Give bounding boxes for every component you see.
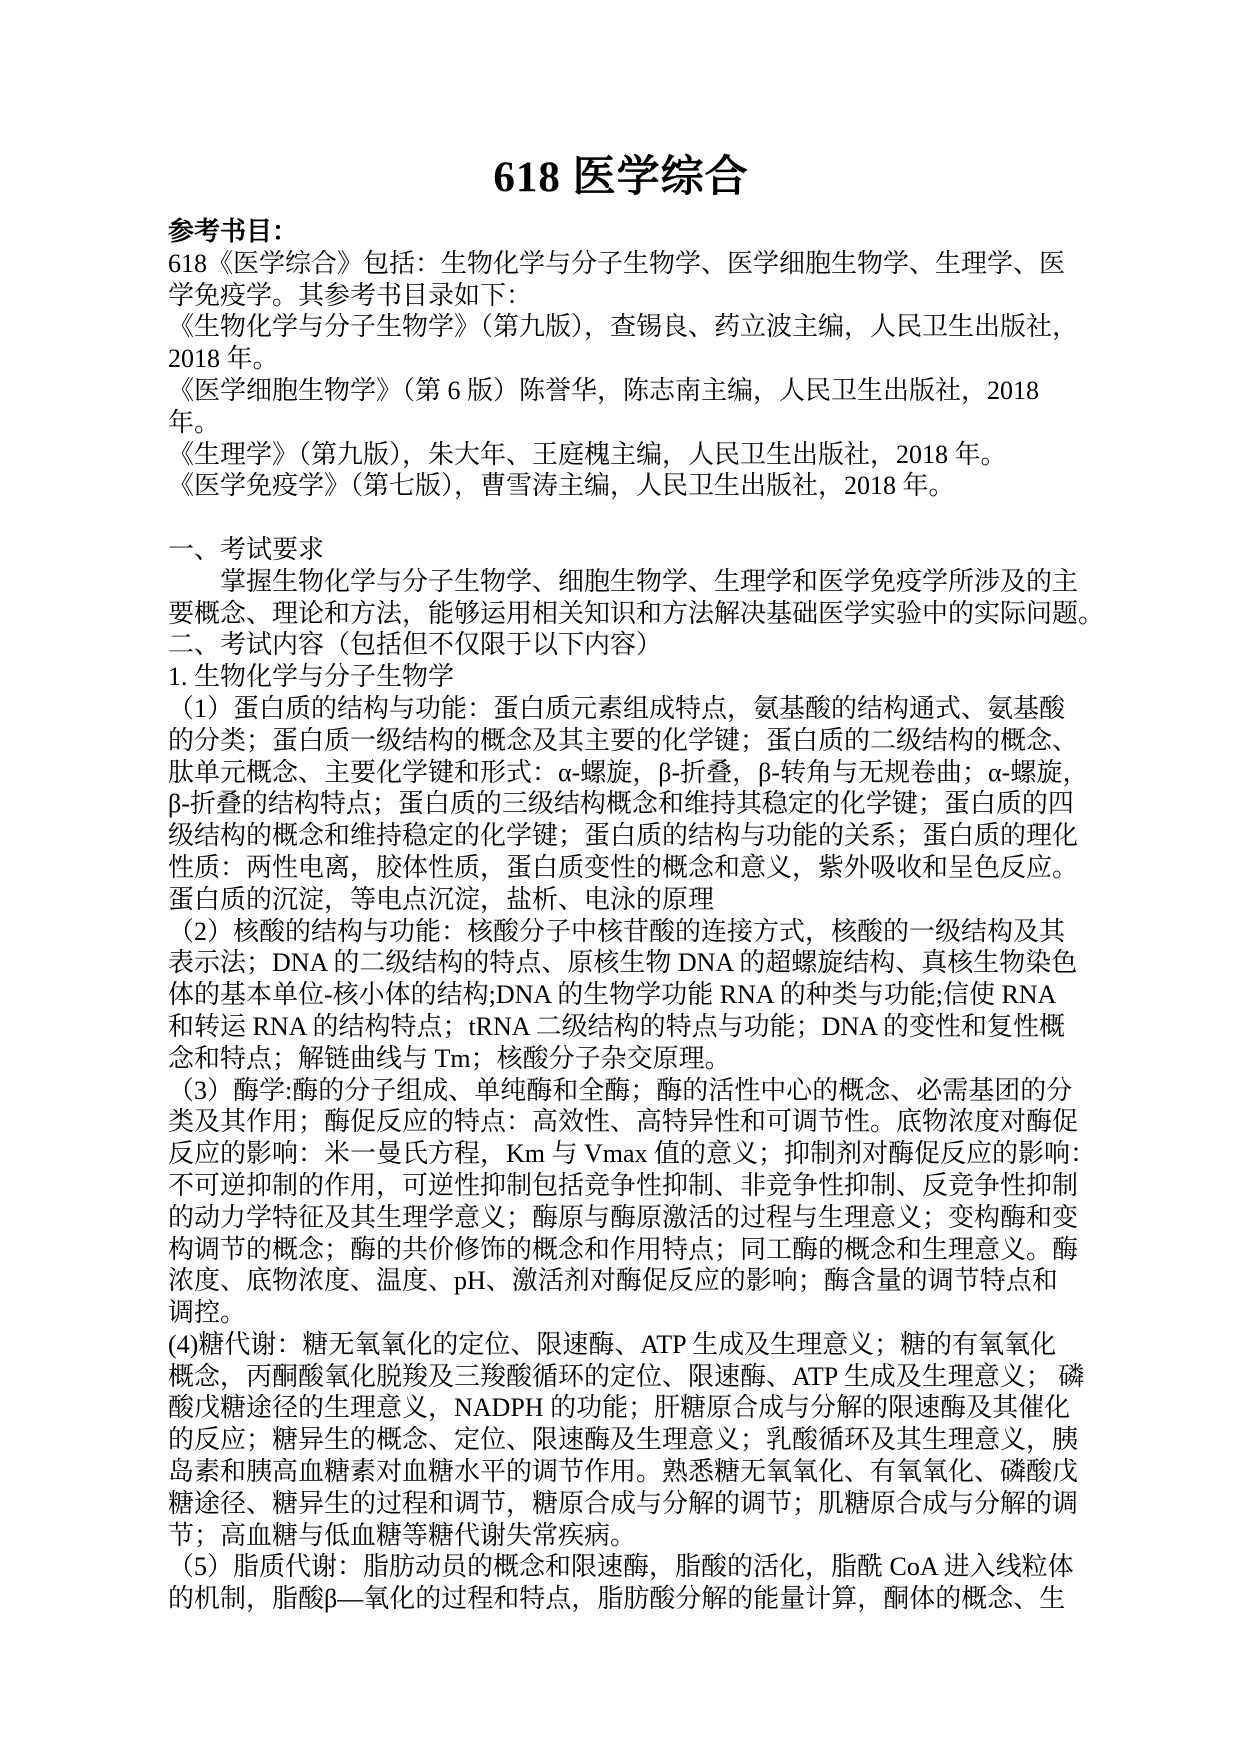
text-line: 的动力学特征及其生理学意义；酶原与酶原激活的过程与生理意义；变构酶和变 — [168, 1202, 1079, 1232]
text-line: 2018 年。 — [168, 344, 279, 374]
text-line: 肽单元概念、主要化学键和形式：α-螺旋，β-折叠，β-转角与无规卷曲；α-螺旋， — [168, 757, 1089, 787]
text-line: β-折叠的结构特点；蛋白质的三级结构概念和维持其稳定的化学键；蛋白质的四 — [168, 789, 1074, 819]
text-line: 体的基本单位-核小体的结构;DNA 的生物学功能 RNA 的种类与功能;信使 RNA — [168, 980, 1057, 1010]
text-line: 《医学免疫学》（第七版），曹雪涛主编，人民卫生出版社，2018 年。 — [168, 471, 955, 501]
text-line: 调控。 — [168, 1298, 247, 1328]
text-line: 类及其作用；酶促反应的特点：高效性、高特异性和可调节性。底物浓度对酶促 — [168, 1107, 1079, 1137]
exam-content-heading: 二、考试内容（包括但不仅限于以下内容） — [168, 630, 663, 660]
text-line: （5）脂质代谢：脂肪动员的概念和限速酶，脂酸的活化，脂酰 CoA 进入线粒体 — [168, 1552, 1074, 1582]
text-line: 念和特点；解链曲线与 Tm；核酸分子杂交原理。 — [168, 1043, 731, 1073]
text-line: 618《医学综合》包括：生物化学与分子生物学、医学细胞生物学、生理学、医 — [168, 248, 1066, 278]
subject-1-heading: 1. 生物化学与分子生物学 — [168, 662, 455, 692]
document-body — [168, 216, 1105, 1615]
page-title: 618 医学综合 — [493, 154, 749, 201]
text-line: 的反应；糖异生的概念、定位、限速酶及生理意义；乳酸循环及其生理意义，胰 — [168, 1425, 1079, 1455]
text-line: (4)糖代谢：糖无氧氧化的定位、限速酶、ATP 生成及生理意义；糖的有氧氧化 — [168, 1329, 1057, 1359]
text-line: 反应的影响：米一曼氏方程，Km 与 Vmax 值的意义；抑制剂对酶促反应的影响： — [168, 1139, 1097, 1169]
text-line: 表示法；DNA 的二级结构的特点、原核生物 DNA 的超螺旋结构、真核生物染色 — [168, 948, 1078, 978]
text-line: 级结构的概念和维持稳定的化学键；蛋白质的结构与功能的关系；蛋白质的理化 — [168, 821, 1079, 851]
text-line: （2）核酸的结构与功能：核酸分子中核苷酸的连接方式，核酸的一级结构及其 — [168, 916, 1066, 946]
exam-requirements-heading: 一、考试要求 — [168, 534, 325, 564]
text-line: （3）酶学:酶的分子组成、单纯酶和全酶；酶的活性中心的概念、必需基团的分 — [168, 1075, 1073, 1105]
text-line: 概念，丙酮酸氧化脱羧及三羧酸循环的定位、限速酶、ATP 生成及生理意义； 磷 — [168, 1361, 1085, 1391]
text-line: 酸戊糖途径的生理意义，NADPH 的功能；肝糖原合成与分解的限速酶及其催化 — [168, 1393, 1071, 1423]
text-line: 《生理学》（第九版），朱大年、王庭槐主编，人民卫生出版社，2018 年。 — [168, 439, 1007, 469]
text-line: 学免疫学。其参考书目录如下： — [168, 280, 533, 310]
text-line: 糖途径、糖异生的过程和调节，糖原合成与分解的调节；肌糖原合成与分解的调 — [168, 1488, 1079, 1518]
blank-line — [168, 502, 1074, 534]
text-line: 节；高血糖与低血糖等糖代谢失常疾病。 — [168, 1520, 637, 1550]
references-heading: 参考书目： — [168, 217, 299, 246]
text-line: （1）蛋白质的结构与功能：蛋白质元素组成特点，氨基酸的结构通式、氨基酸 — [168, 693, 1066, 723]
text-line: 年。 — [168, 407, 221, 437]
text-line: 掌握生物化学与分子生物学、细胞生物学、生理学和医学免疫学所涉及的主 — [168, 566, 1079, 596]
text-line: 蛋白质的沉淀，等电点沉淀，盐析、电泳的原理 — [168, 884, 715, 914]
text-line: 的机制，脂酸β—氧化的过程和特点，脂肪酸分解的能量计算，酮体的概念、生 — [168, 1584, 1066, 1614]
text-line: 不可逆抑制的作用，可逆性抑制包括竞争性抑制、非竞争性抑制、反竞争性抑制 — [168, 1170, 1079, 1200]
text-line: 构调节的概念；酶的共价修饰的概念和作用特点；同工酶的概念和生理意义。酶 — [168, 1234, 1079, 1264]
text-line: 岛素和胰高血糖素对血糖水平的调节作用。熟悉糖无氧氧化、有氧氧化、磷酸戊 — [168, 1457, 1079, 1487]
document-page — [168, 150, 1105, 1615]
text-line: 浓度、底物浓度、温度、pH、激活剂对酶促反应的影响；酶含量的调节特点和 — [168, 1266, 1058, 1296]
text-line: 要概念、理论和方法，能够运用相关知识和方法解决基础医学实验中的实际问题。 — [168, 598, 1105, 628]
text-line: 的分类；蛋白质一级结构的概念及其主要的化学键；蛋白质的二级结构的概念、 — [168, 725, 1079, 755]
text-line: 性质：两性电离，胶体性质，蛋白质变性的概念和意义，紫外吸收和呈色反应。 — [168, 852, 1079, 882]
text-line: 《医学细胞生物学》（第 6 版）陈誉华，陈志南主编，人民卫生出版社，2018 — [168, 375, 1040, 405]
text-line: 和转运 RNA 的结构特点；tRNA 二级结构的特点与功能；DNA 的变性和复性概 — [168, 1011, 1066, 1041]
text-line: 《生物化学与分子生物学》（第九版），查锡良、药立波主编，人民卫生出版社， — [168, 312, 1079, 342]
